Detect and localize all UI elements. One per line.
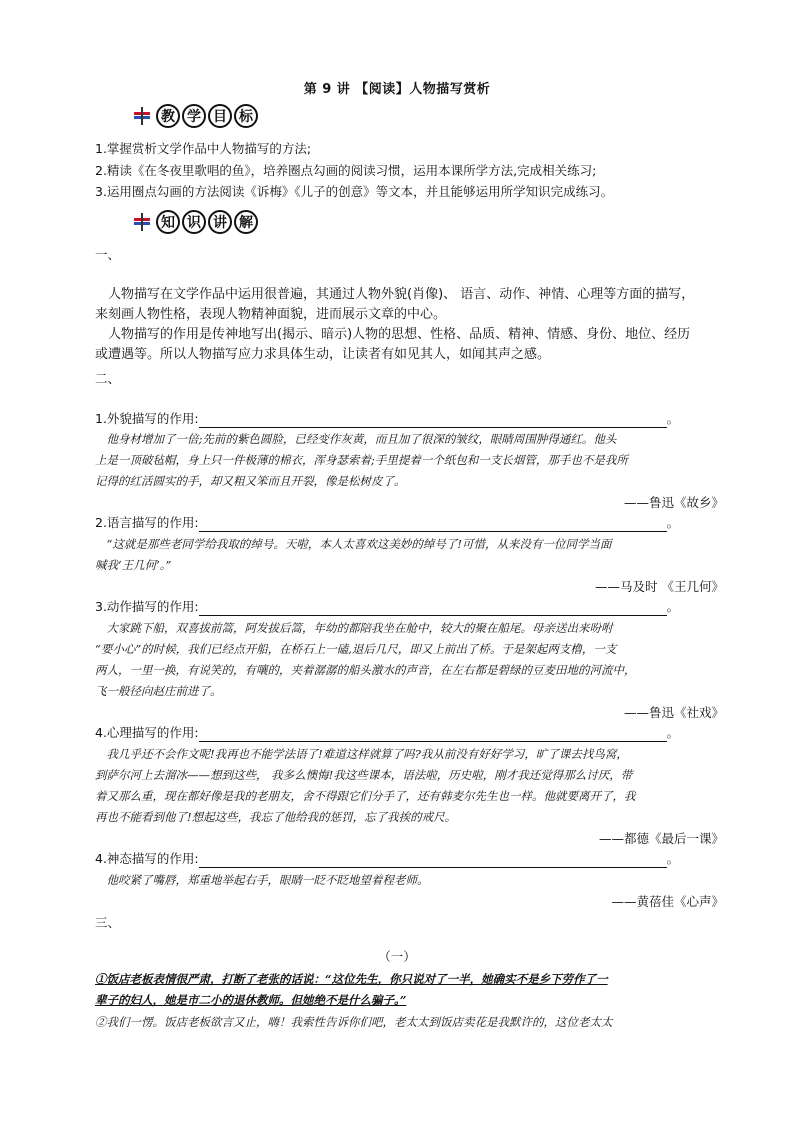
quote-line: 大家跳下船，双喜拔前篙，阿发拔后篙，年幼的都陪我坐在舱中，较大的聚在船尾。母亲送出来吩咐 (106, 621, 613, 635)
circle-char: 解 (234, 210, 258, 234)
section-head-goals (134, 104, 260, 128)
passage-number: （一） (378, 949, 416, 964)
question-line: 2.语言描写的作用: 。 (95, 515, 680, 530)
goal-item: 3.运用圈点勾画的方法阅读《诉梅》《儿子的创意》等文本，并且能够运用所学知识完成练习。 (95, 184, 614, 199)
passage-line: 辈子的妇人，她是市二小的退休教师。但她绝不是什么骗子。” (95, 993, 407, 1007)
quote-line: 记得的红活圆实的手，却又粗又笨而且开裂，像是松树皮了。 (95, 474, 406, 488)
quote-line: 他咬紧了嘴唇，郑重地举起右手，眼睛一眨不眨地望着程老师。 (106, 873, 429, 887)
circle-char: 讲 (208, 210, 232, 234)
quote-line: 喊我‘王几何’。” (95, 558, 172, 572)
quote-line: 再也不能看到他了!想起这些，我忘了他给我的惩罚，忘了我挨的戒尺。 (95, 810, 457, 824)
quote-line: 他身材增加了一倍;先前的紫色圆脸，已经变作灰黄，而且加了很深的皱纹，眼睛周围肿得通红。他头 (106, 432, 617, 446)
question-line: 1.外貌描写的作用: 。 (95, 411, 680, 426)
paragraph-line: 来刻画人物性格，表现人物精神面貌，进而展示文章的中心。 (95, 307, 447, 322)
paragraph-line: 或遭遇等。所以人物描写应力求具体生动，让读者有如见其人，如闻其声之感。 (95, 347, 551, 362)
passage-line: ①饭店老板表情很严肃，打断了老张的话说：“这位先生，你只说对了一半，她确实不是乡下劳作了一 (95, 972, 608, 986)
quote-line: “这就是那些老同学给我取的绰号。天啦，本人太喜欢这美妙的绰号了!可惜，从来没有一位同学当面 (106, 537, 612, 551)
quote-line: “要小心”的时候，我们已经点开船，在桥石上一磕,退后几尺，即又上前出了桥。于是架起两支橹，一支 (95, 642, 617, 656)
circle-char: 标 (234, 104, 258, 128)
quote-line: 我几乎还不会作文呢!我再也不能学法语了!难道这样就算了吗?我从前没有好好学习，旷了课去找鸟窝， (106, 747, 628, 761)
passage-line: ②我们一愣。饭店老板欲言又止，嗨！我索性告诉你们吧，老太太到饭店卖花是我默许的，这位老太太 (95, 1015, 613, 1029)
quote-line: 上是一顶破毡帽，身上只一件极薄的棉衣，浑身瑟索着;手里提着一个纸包和一支长烟管，那手也不是我所 (95, 453, 628, 467)
goal-item: 2.精读《在冬夜里歌唱的鱼》，培养圈点勾画的阅读习惯，运用本课所学方法,完成相关练习; (95, 163, 597, 178)
paragraph-line: 人物描写在文学作品中运用很普遍，其通过人物外貌(肖像)、 语言、动作、神情、心理等方面的描写， (108, 287, 695, 302)
quote-line: 两人，一里一换，有说笑的，有嚷的，夹着潺潺的船头激水的声音，在左右都是碧绿的豆麦田地的河流中， (95, 663, 636, 677)
goal-item: 1.掌握赏析文学作品中人物描写的方法; (95, 141, 312, 156)
circle-char: 知 (156, 210, 180, 234)
paragraph-line: 人物描写的作用是传神地写出(揭示、暗示)人物的思想、性格、品质、精神、情感、身份、地位、经历 (108, 327, 691, 342)
quote-source: ——都德《最后一课》 (598, 831, 724, 846)
part-heading: 二、 (95, 371, 121, 386)
question-line: 3.动作描写的作用: 。 (95, 599, 680, 614)
section-head-knowledge (134, 210, 260, 234)
flag-icon (134, 107, 152, 125)
circle-char: 目 (208, 104, 232, 128)
circle-char: 识 (182, 210, 206, 234)
quote-line: 飞一般径向赵庄前进了。 (95, 684, 222, 698)
quote-source: ——鲁迅《社戏》 (623, 705, 724, 720)
part-heading: 一、 (95, 247, 121, 262)
question-line: 4.神态描写的作用: 。 (95, 851, 680, 866)
circle-char: 教 (156, 104, 180, 128)
quote-source: ——鲁迅《故乡》 (623, 495, 724, 510)
flag-icon (134, 213, 152, 231)
answer-blank[interactable] (199, 517, 667, 532)
page-title: 第 9 讲 【阅读】人物描写赏析 (303, 82, 491, 97)
answer-blank[interactable] (199, 413, 667, 428)
quote-line: 着又那么重，现在都好像是我的老朋友，舍不得跟它们分手了，还有韩麦尔先生也一样。他就要离开了，我 (95, 789, 636, 803)
circle-char: 学 (182, 104, 206, 128)
answer-blank[interactable] (199, 727, 667, 742)
quote-line: 到萨尔河上去溜冰——想到这些， 我多么懊悔!我这些课本，语法啦，历史啦，刚才我还觉得那么讨厌，带 (95, 768, 633, 782)
answer-blank[interactable] (199, 601, 667, 616)
question-line: 4.心理描写的作用: 。 (95, 725, 680, 740)
quote-source: ——马及时 《王几何》 (595, 579, 724, 594)
quote-source: ——黄蓓佳《心声》 (611, 894, 724, 909)
part-heading: 三、 (95, 915, 121, 930)
answer-blank[interactable] (199, 853, 667, 868)
